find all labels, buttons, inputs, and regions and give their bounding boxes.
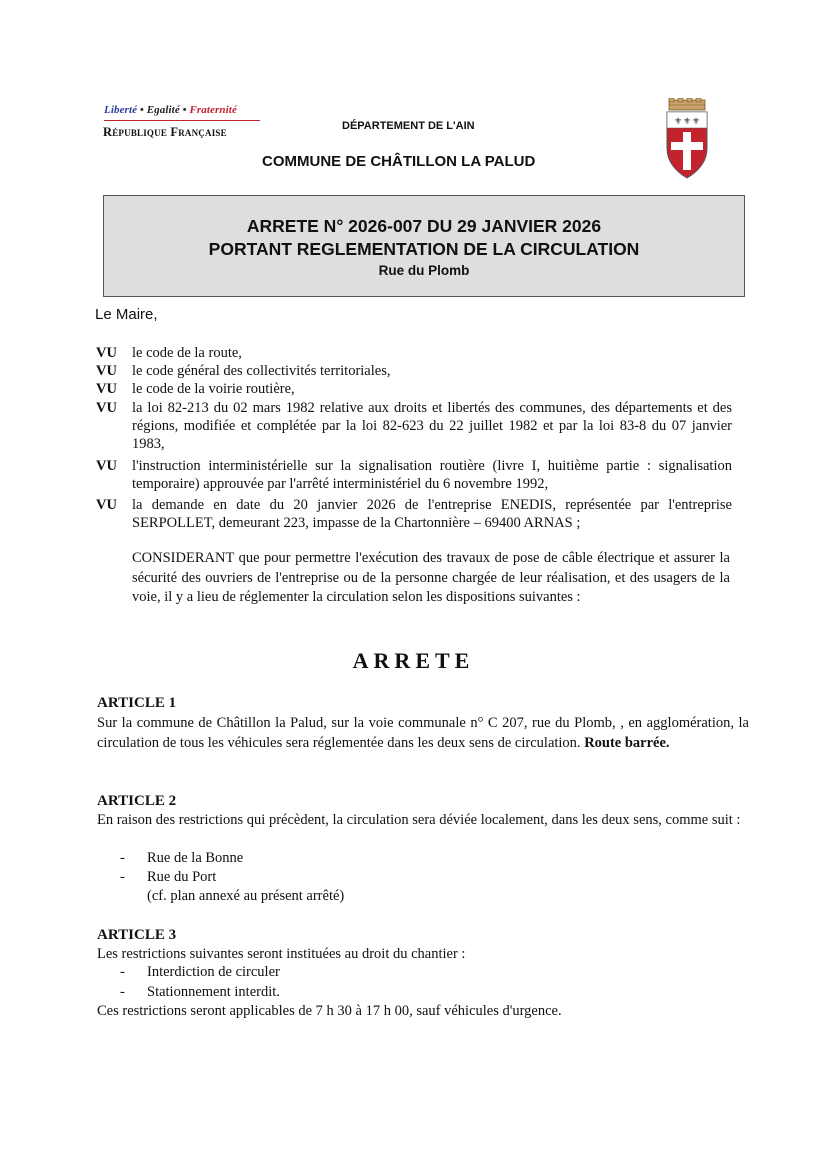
coat-of-arms-icon	[664, 98, 710, 182]
republic-motto: Liberté • Egalité • Fraternité	[104, 104, 237, 116]
arrete-heading: ARRETE	[352, 648, 475, 673]
list-item: - Rue du Port	[120, 869, 217, 885]
motto-fraternite: Fraternité	[189, 104, 237, 116]
vu-label: VU	[96, 497, 117, 513]
annex-note: (cf. plan annexé au présent arrêté)	[147, 888, 345, 904]
motto-egalite: Egalité	[146, 104, 180, 116]
document-page: Liberté • Egalité • Fraternité République Française DÉPARTEMENT DE L'AIN COMMUNE DE CHÂTILLON LA PALUD ⚜ ⚜ ⚜ ARRETE N° 2026-007 DU 29 JANVIER 2026 PORTANT REGLEMENTATION DE LA CIRCULATION Rue du Plomb Le Maire, VU le code de la route, VU le code général des collectivités territoriales, VU le code de la voirie routière, VU la loi 82-213 du 02 mars 1982 relative aux droits et libertés des communes, des départements et des régions, modifiée et complétée par la loi 82-623 du 22 juillet 1982 et par la loi 83-8 du 07 janvier 1983, VU l'instruction interministérielle sur la signalisation routière (livre I, huitième partie : signalisation temporaire) approuvée par l'arrêté interministériel du 6 novembre 1992, VU la demande en date du 20 janvier 2026 de l'entreprise ENEDIS, représentée par l'entreprise SERPOLLET, demeurant 223, impasse de la Chartonnière – 69400 ARNAS ; CONSIDERANT que pour permettre l'exécution des travaux de pose de câble électrique et assurer la sécurité des ouvriers de l'entreprise ou de la personne chargée de leur réalisation, et des usagers de la voie, il y a lieu de réglementer la circulation selon les dispositions suivantes : ARRETE ARTICLE 1 Sur la commune de Châtillon la Palud, sur la voie communale n° C 207, rue du Plomb, , en agglomération, la circulation de tous les véhicules sera réglementée dans les deux sens de circulation. Route barrée. ARTICLE 2 En raison des restrictions qui précèdent, la circulation sera déviée localement, dans les deux sens, comme suit : - Rue de la Bonne - Rue du Port (cf. plan annexé au présent arrêté) ARTICLE 3 Les restrictions suivantes seront instituées au droit du chantier : - Interdiction de circuler - Stationnement interdit. Ces restrictions seront applicables de 7 h 30 à 17 h 00, sauf véhicules d'urgence.	[0, 0, 827, 1169]
article-3-body: Les restrictions suivantes seront instituées au droit du chantier :	[97, 946, 466, 962]
article-1-heading: ARTICLE 1	[97, 695, 177, 711]
svg-text:⚜: ⚜	[683, 117, 692, 127]
decree-title-box	[103, 195, 745, 297]
svg-text:⚜: ⚜	[692, 117, 701, 127]
decree-subject: PORTANT REGLEMENTATION DE LA CIRCULATION	[208, 239, 640, 259]
vu-label: VU	[96, 400, 117, 416]
vu-label: VU	[96, 381, 117, 397]
vu-label: VU	[96, 458, 117, 474]
route-barree: Route barrée.	[584, 734, 670, 751]
list-item: - Interdiction de circuler	[120, 964, 280, 980]
decree-street: Rue du Plomb	[378, 263, 470, 278]
article-1-body: Sur la commune de Châtillon la Palud, sur la voie communale n° C 207, rue du Plomb, , en agglomération, la circulation de tous les véhicules sera réglementée dans les deux sens de circulation. Route barrée.	[97, 715, 749, 751]
restriction-hours: Ces restrictions seront applicables de 7 h 30 à 17 h 00, sauf véhicules d'urgence.	[97, 1003, 562, 1019]
list-item: - Rue de la Bonne	[120, 850, 244, 866]
commune-title: COMMUNE DE CHÂTILLON LA PALUD	[262, 153, 536, 170]
decree-number: ARRETE N° 2026-007 DU 29 JANVIER 2026	[246, 216, 602, 236]
republique-francaise-label: République Française	[103, 125, 227, 139]
vu-label: VU	[96, 345, 117, 361]
motto-divider	[104, 120, 260, 121]
considerant-paragraph: CONSIDERANT que pour permettre l'exécution des travaux de pose de câble électrique et assurer la sécurité des ouvriers de l'entreprise ou de la personne chargée de leur réalisation, et des usagers de la voie, il y a lieu de réglementer la circulation selon les dispositions suivantes :	[132, 550, 730, 605]
svg-text:⚜: ⚜	[674, 117, 683, 127]
motto-liberte: Liberté	[104, 104, 138, 116]
article-3-heading: ARTICLE 3	[97, 927, 177, 943]
list-item: - Stationnement interdit.	[120, 984, 280, 1000]
le-maire: Le Maire,	[95, 306, 158, 323]
vu-label: VU	[96, 363, 117, 379]
departement-label: DÉPARTEMENT DE L'AIN	[342, 120, 475, 132]
article-2-body: En raison des restrictions qui précèdent, la circulation sera déviée localement, dans les deux sens, comme suit :	[97, 812, 741, 828]
article-2-heading: ARTICLE 2	[97, 793, 177, 809]
